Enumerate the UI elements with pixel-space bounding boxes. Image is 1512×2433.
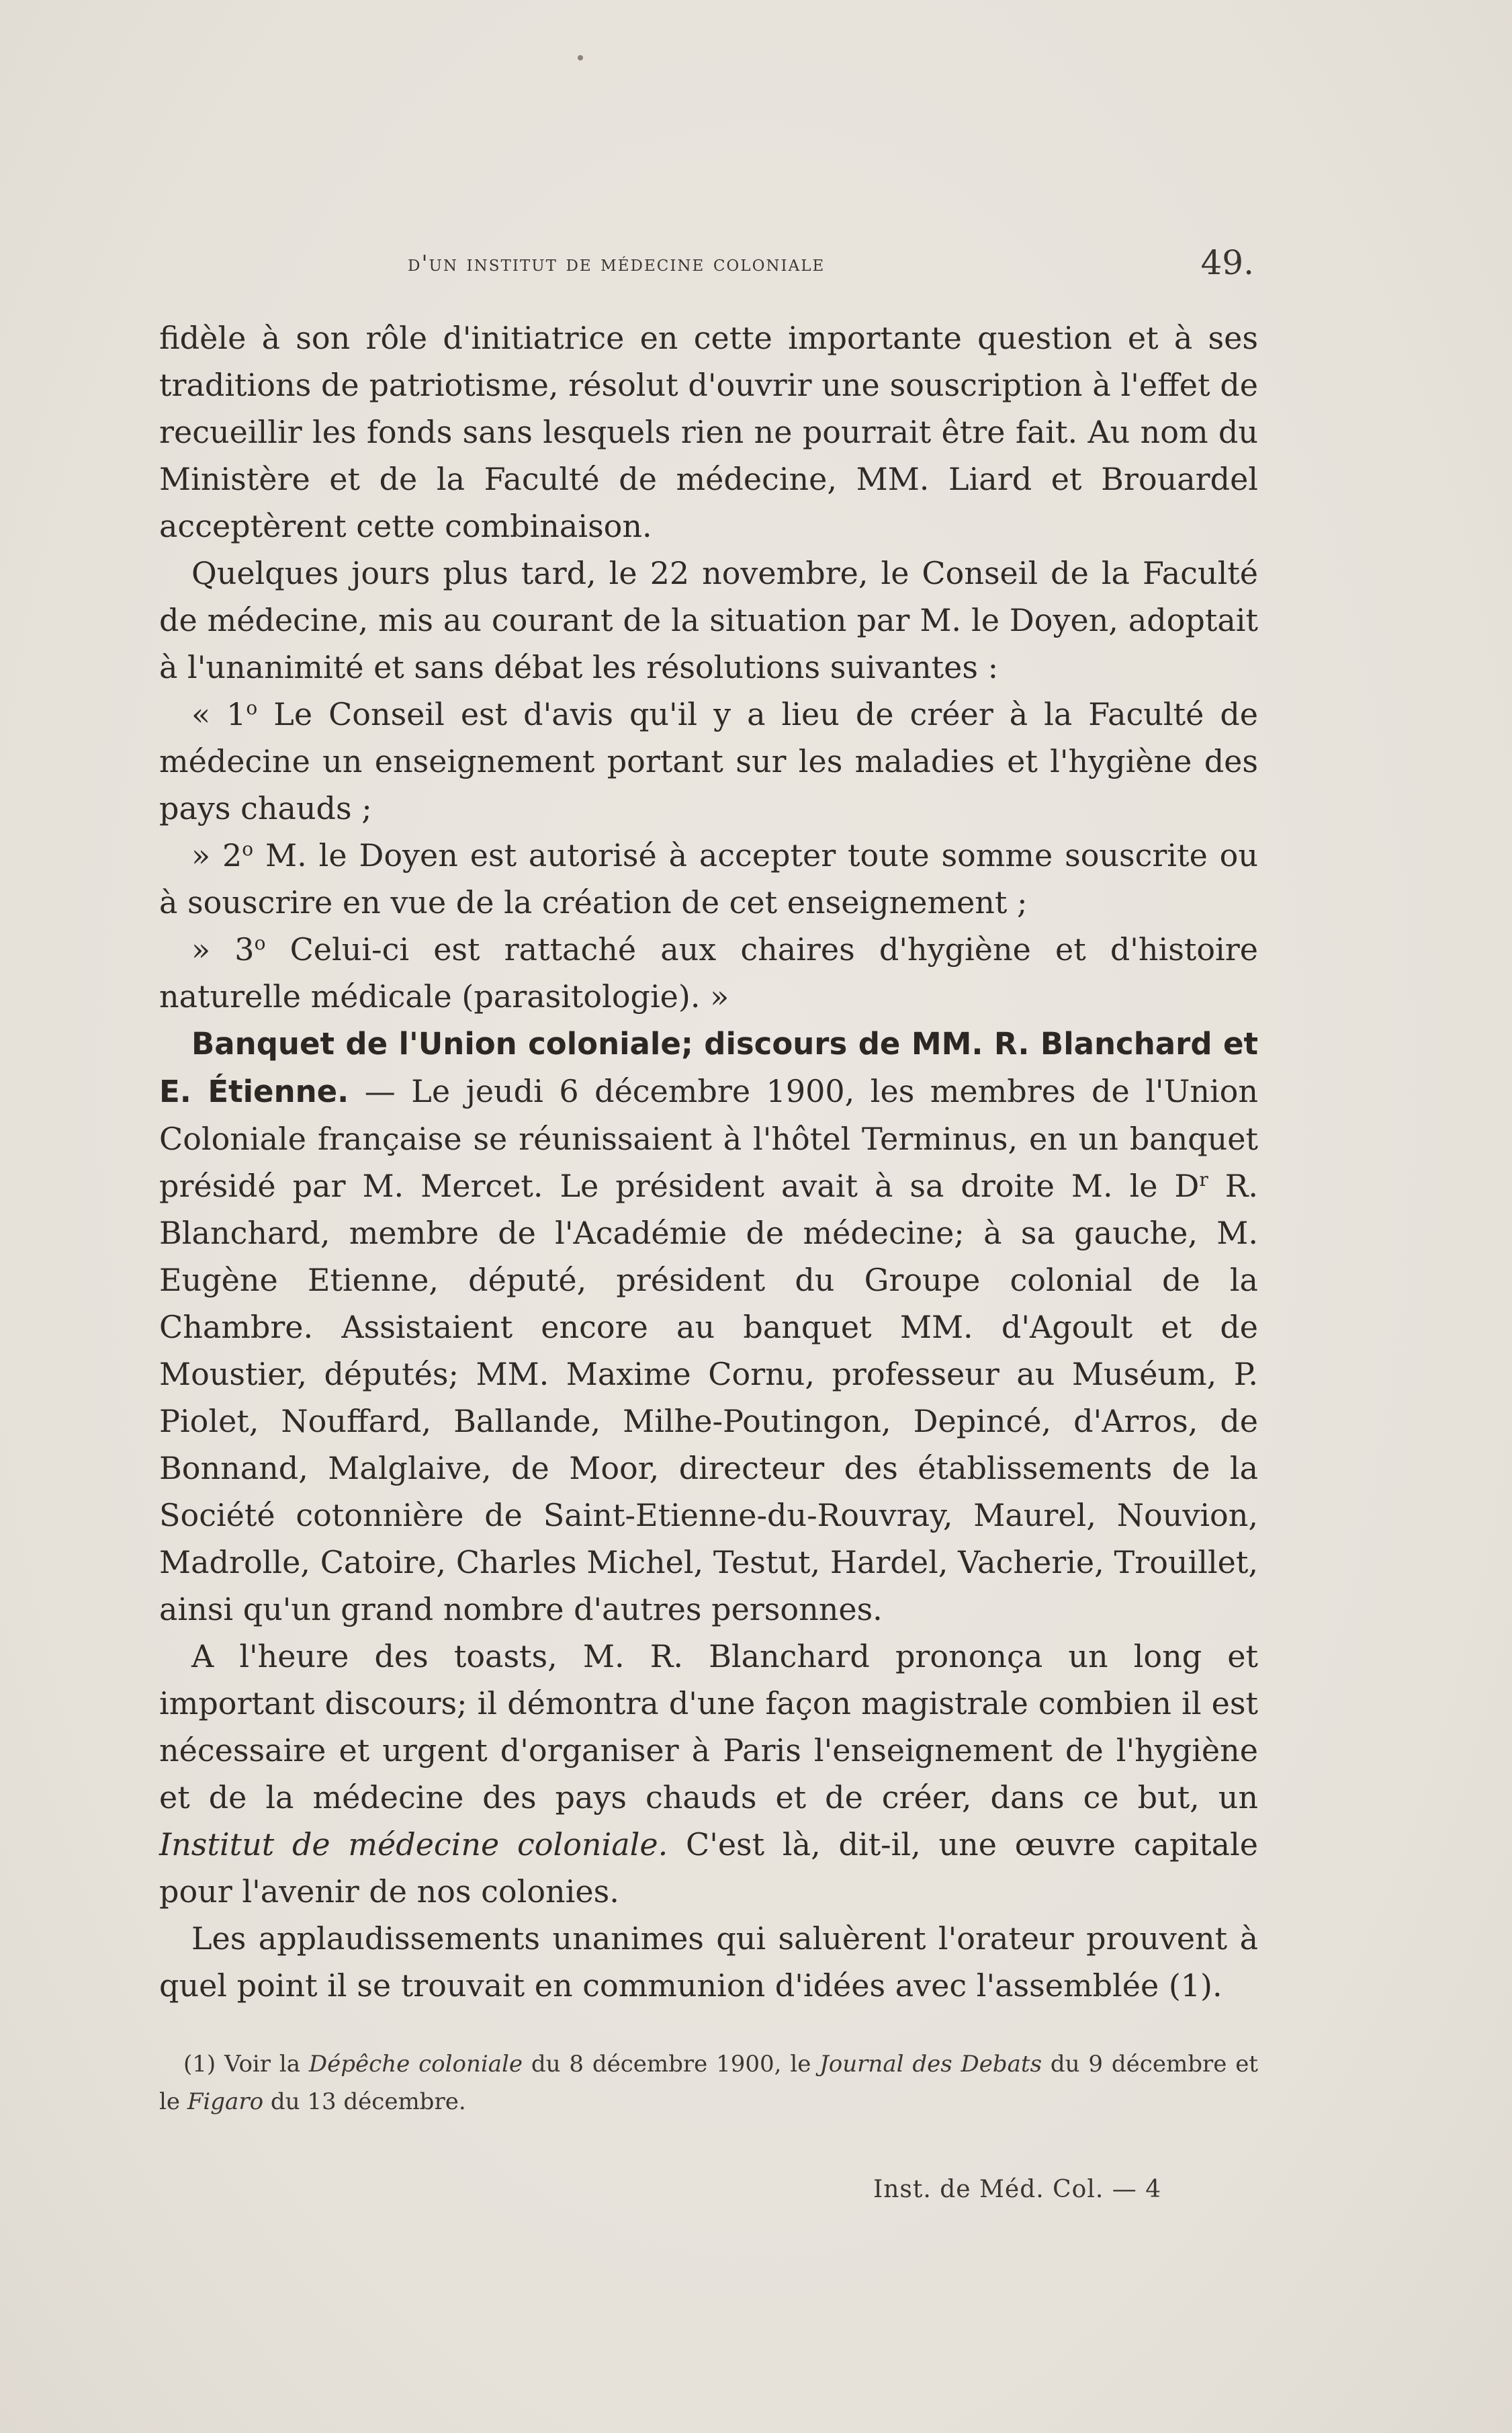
page-header bbox=[159, 243, 1254, 288]
footnote-em-2: Journal des Debats bbox=[819, 2051, 1042, 2078]
banquet-text-b: R. Blanchard, membre de l'Académie de médecine; à sa gauche, M. Eugène Etienne, député, président du Groupe colonial de la Chambre. Assistaient encore au banquet MM. d'Agoult et de Moustier, députés; MM. Maxime Cornu, professeur au Muséum, P. Piolet, Nouffard, Ballande, Milhe-Poutingon, Depincé, d'Arros, de Bonnand, Malglaive, de Moor, directeur des établissements de la Société cotonnière de Saint-Etienne-du-Rouvray, Maurel, Nouvion, Madrolle, Catoire, Charles Michel, Testut, Hardel, Vacherie, Trouillet, ainsi qu'un grand nombre d'autres personnes. bbox=[159, 1168, 1258, 1627]
footnote-em-1: Dépêche coloniale bbox=[308, 2051, 523, 2078]
toasts-italic: Institut de médecine coloniale. bbox=[159, 1826, 668, 1863]
printer-signature: Inst. de Méd. Col. — 4 bbox=[873, 2176, 1162, 2203]
resolution-1-number: « 1 bbox=[191, 696, 247, 732]
ink-speck bbox=[578, 55, 583, 60]
paragraph-resolution-1 bbox=[159, 691, 1258, 832]
banquet-sup: r bbox=[1199, 1168, 1208, 1191]
body-text bbox=[159, 314, 1258, 2009]
paragraph-applause: Les applaudissements unanimes qui saluèrent l'orateur prouvent à quel point il se trouvait en communion d'idées avec l'assemblée (1). bbox=[159, 1920, 1258, 2004]
paragraph-banquet bbox=[159, 1020, 1258, 1633]
toasts-text-a: A l'heure des toasts, M. R. Blanchard prononça un long et important discours; il démontra d'une façon magistrale combien il est nécessaire et urgent d'organiser à Paris l'enseignement de l'hygiène et de la médecine des pays chauds et de créer, dans ce but, un bbox=[159, 1638, 1258, 1816]
resolution-3-text: Celui-ci est rattaché aux chaires d'hygiène et d'histoire naturelle médicale (parasitologie). » bbox=[159, 931, 1258, 1015]
toasts-text-b: C'est là, dit-il, une œuvre capitale pour l'avenir de nos colonies. bbox=[159, 1826, 1258, 1910]
resolution-2-sup: o bbox=[242, 838, 254, 860]
paragraph-resolution-2 bbox=[159, 832, 1258, 926]
footnote-c: du 9 décembre et le bbox=[159, 2051, 1258, 2115]
section-heading: Banquet de l'Union coloniale; discours de MM. R. Blanchard et E. Étienne. bbox=[159, 1026, 1258, 1109]
footnote bbox=[159, 2045, 1258, 2121]
resolution-2-number: » 2 bbox=[191, 837, 242, 873]
banquet-text-a: — Le jeudi 6 décembre 1900, les membres de l'Union Coloniale française se réunissaient à l'hôtel Terminus, en un banquet présidé par M. Mercet. Le président avait à sa droite M. le D bbox=[159, 1073, 1258, 1204]
paragraph-1: fidèle à son rôle d'initiatrice en cette importante question et à ses traditions de patriotisme, résolut d'ouvrir une souscription à l'effet de recueillir les fonds sans lesquels rien ne pourrait être fait. Au nom du Ministère et de la Faculté de médecine, MM. Liard et Brouardel acceptèrent cette combinaison. bbox=[159, 320, 1258, 544]
paragraph-toasts bbox=[159, 1633, 1258, 1915]
resolution-3-sup: o bbox=[254, 932, 266, 954]
resolution-1-sup: o bbox=[246, 697, 258, 719]
paragraph-2: Quelques jours plus tard, le 22 novembre, le Conseil de la Faculté de médecine, mis au courant de la situation par M. le Doyen, adoptait à l'unanimité et sans débat les résolutions suivantes : bbox=[159, 555, 1258, 685]
running-title: d'un institut de médecine coloniale bbox=[408, 250, 826, 276]
resolution-3-number: » 3 bbox=[191, 931, 255, 968]
footnote-d: du 13 décembre. bbox=[263, 2088, 466, 2115]
footnote-b: du 8 décembre 1900, le bbox=[522, 2051, 820, 2078]
footnote-em-3: Figaro bbox=[187, 2088, 264, 2115]
resolution-2-text: M. le Doyen est autorisé à accepter toute somme souscrite ou à souscrire en vue de la création de cet enseignement ; bbox=[159, 837, 1258, 921]
page-number: 49. bbox=[1200, 243, 1254, 282]
footnote-a: (1) Voir la bbox=[183, 2051, 309, 2078]
footnote-text bbox=[159, 2045, 1258, 2121]
resolution-1-text: Le Conseil est d'avis qu'il y a lieu de créer à la Faculté de médecine un enseignement portant sur les maladies et l'hygiène des pays chauds ; bbox=[159, 696, 1258, 826]
paragraph-resolution-3 bbox=[159, 926, 1258, 1020]
